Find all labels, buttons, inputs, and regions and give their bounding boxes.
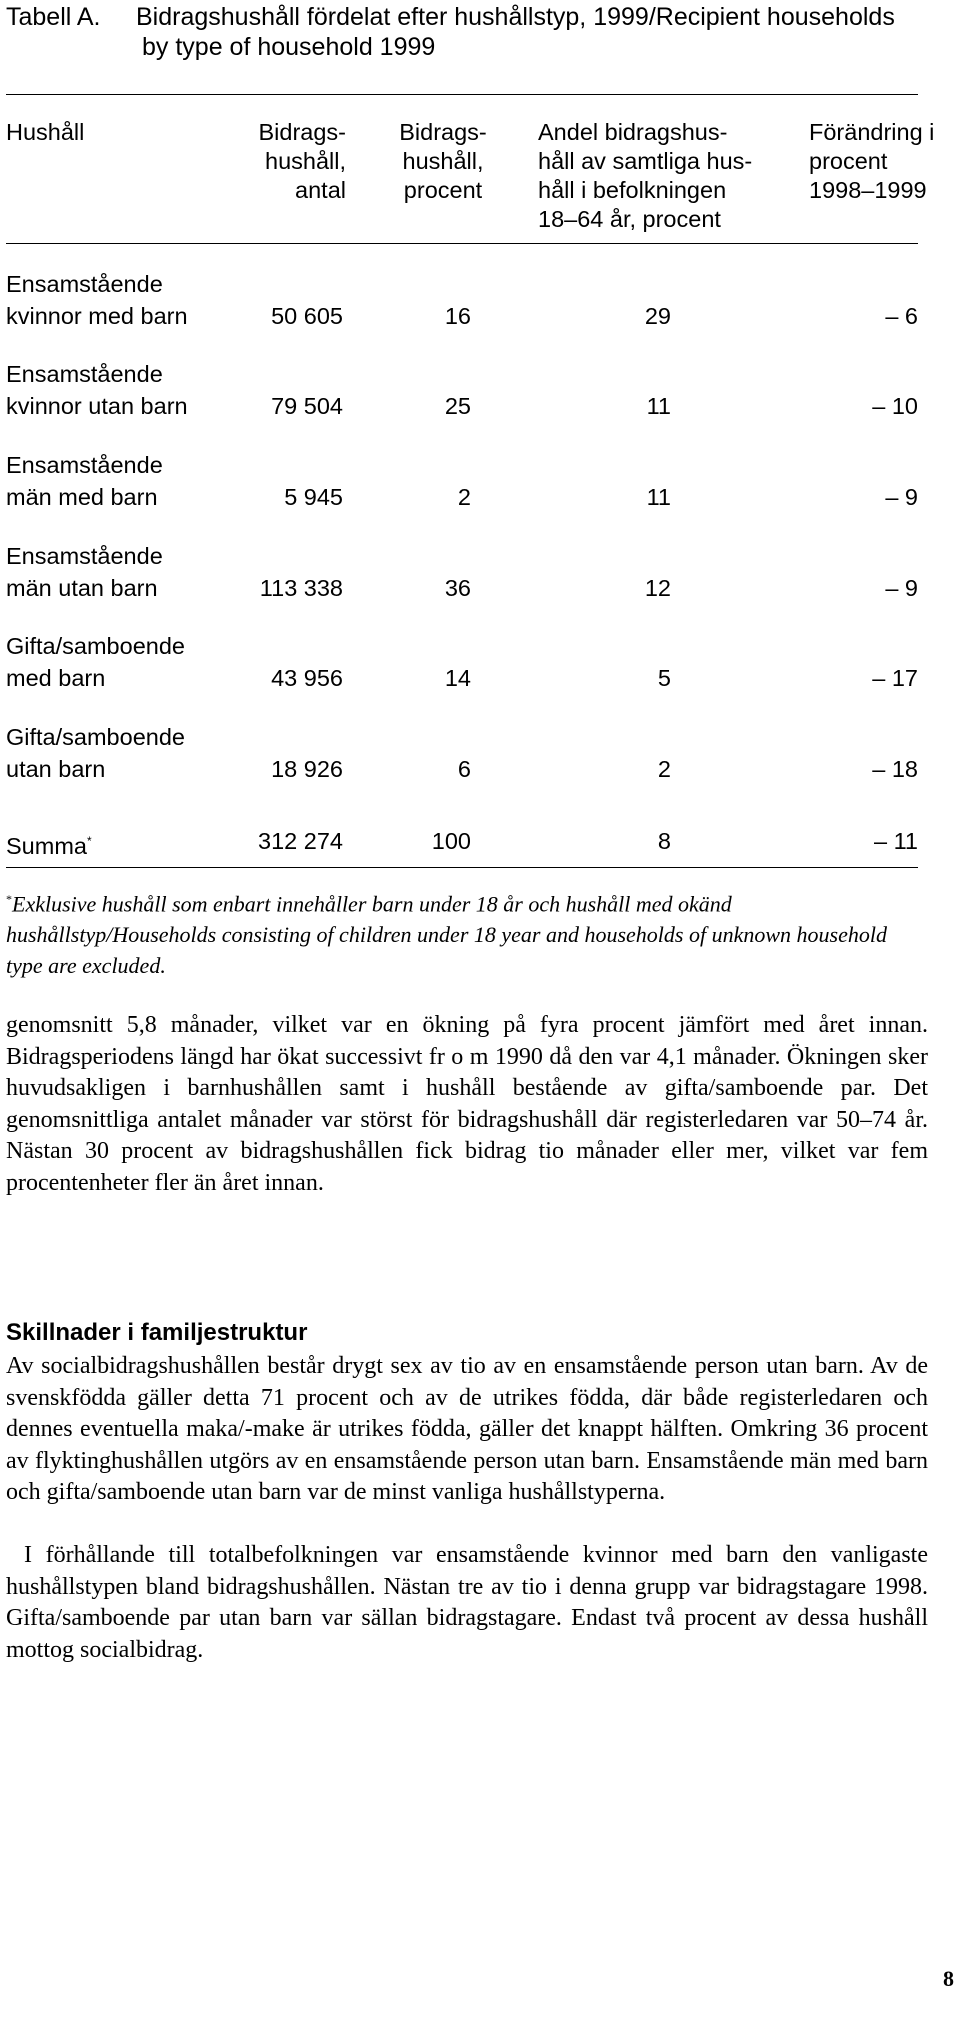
header-forandring: Förändring i procent 1998–1999 (809, 119, 935, 203)
body-paragraph-2: Av socialbidragshushållen består drygt sex av tio av en ensamstående person utan barn. Av de svenskfödda gäller detta 71 procent och av de utrikes födda, där både registerledaren och dennes eventuella maka/-make är utrikes födda, gäller det knappt hälften. Omkring 36 procent av flyktinghushållen utgörs av en ensamstående person utan barn. Ensamstående män med barn och gifta/samboende utan barn var de minst vanliga hushållstyperna. (6, 1353, 928, 1506)
body-paragraph-1: genomsnitt 5,8 månader, vilket var en ökning på fyra procent jämfört med året innan. Bidragsperiodens längd har ökat successivt fr o m 1990 då den var 4,1 månader. Ökningen sker huvudsakligen i barnhushållen samt i hushåll bestående av gifta/samboende par. Det genomsnittliga antalet månader var störst för bidragshushåll där registerledaren var 50–74 år. Nästan 30 procent av bidragshushållen fick bidrag tio månader eller mer, vilket var fem procentenheter fler än året innan. (6, 1012, 928, 1196)
table-footnote: *Exklusive hushåll som enbart innehåller barn under 18 år och hushåll med okänd hushållstyp/Households consisting of children under 18 year and households of unknown household type are excluded. (6, 891, 887, 979)
header-rule (6, 243, 918, 244)
body-paragraph-3: I förhållande till totalbefolkningen var ensamstående kvinnor med barn den vanligaste hushållstypen bland bidragshushållen. Nästan tre av tio i denna grupp var bidragstagare 1998. Gifta/samboende par utan barn var sällan bidragstagare. Endast två procent av dessa hushåll mottog socialbidrag. (6, 1542, 928, 1663)
caption-line-2: by type of household 1999 (142, 33, 436, 61)
page-number: 8 (943, 1966, 954, 1991)
table-label: Tabell A. (6, 3, 101, 31)
header-antal: Bidrags- hushåll, antal (258, 119, 346, 203)
header-andel: Andel bidragshus- håll av samtliga hus- håll i befolkningen 18–64 år, procent (538, 119, 753, 232)
section-heading: Skillnader i familjestruktur (6, 1319, 308, 1346)
header-procent: Bidrags- hushåll, procent (399, 119, 487, 203)
table-top-rule (6, 94, 918, 95)
table-caption (6, 2, 946, 62)
table-bottom-rule (6, 867, 918, 868)
header-hushall: Hushåll (6, 119, 85, 145)
caption-line-1: Bidragshushåll fördelat efter hushållstyp, 1999/Recipient households (136, 3, 895, 31)
